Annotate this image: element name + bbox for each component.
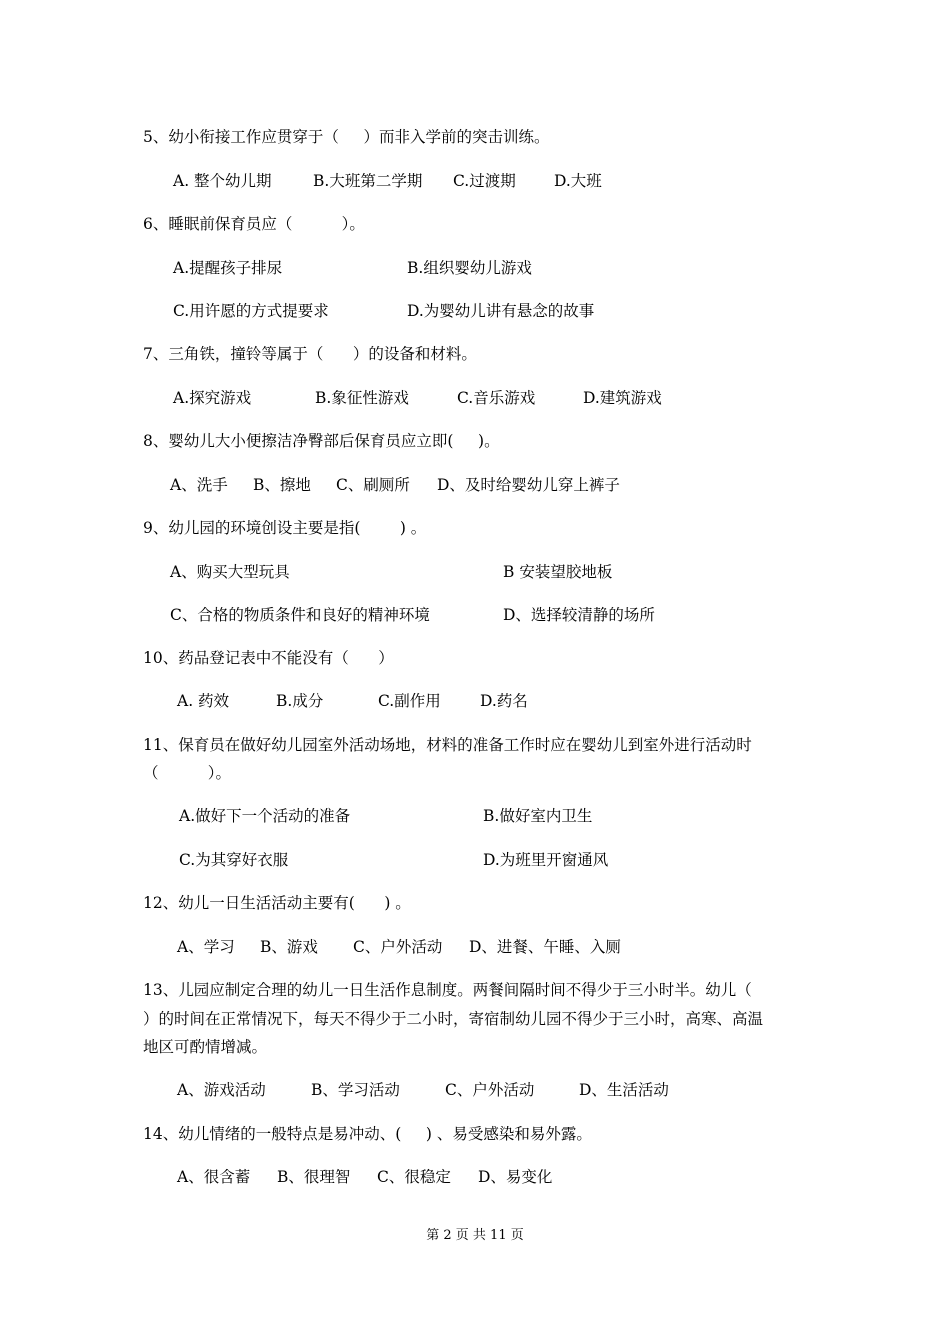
question-6-option-a: A.提醒孩子排尿 — [173, 259, 283, 277]
question-6-option-d: D.为婴幼儿讲有悬念的故事 — [407, 302, 595, 320]
question-5-stem: 5、幼小衔接工作应贯穿于（ ）而非入学前的突击训练。 — [143, 128, 550, 146]
question-11-option-b: B.做好室内卫生 — [483, 807, 593, 825]
question-10-option-b: B.成分 — [276, 692, 324, 710]
question-13-stem-continued-2: 地区可酌情增减。 — [143, 1038, 268, 1056]
page-number-footer: 第 2 页 共 11 页 — [426, 1228, 524, 1243]
question-13-option-d: D、生活活动 — [579, 1081, 669, 1099]
question-11-stem-continued: （ ）。 — [143, 764, 232, 782]
question-7-stem: 7、三角铁，撞铃等属于（ ）的设备和材料。 — [143, 345, 477, 363]
question-13-option-b: B、学习活动 — [311, 1081, 400, 1099]
question-5-option-b: B.大班第二学期 — [313, 172, 423, 190]
question-13-option-c: C、户外活动 — [445, 1081, 535, 1099]
question-8-stem: 8、婴幼儿大小便擦洁净臀部后保育员应立即( )。 — [143, 432, 500, 450]
question-6-option-c: C.用许愿的方式提要求 — [173, 302, 329, 320]
question-10-option-d: D.药名 — [480, 692, 528, 710]
question-11-option-d: D.为班里开窗通风 — [483, 851, 609, 869]
question-7-option-c: C.音乐游戏 — [457, 389, 536, 407]
question-7-option-b: B.象征性游戏 — [315, 389, 409, 407]
question-9-option-b: B 安装望胶地板 — [503, 563, 613, 581]
question-6-stem: 6、睡眠前保育员应（ ）。 — [143, 215, 365, 233]
question-9-option-d: D、选择较清静的场所 — [503, 606, 655, 624]
question-11-stem: 11、保育员在做好幼儿园室外活动场地，材料的准备工作时应在婴幼儿到室外进行活动时 — [143, 736, 752, 754]
question-14-option-c: C、很稳定 — [377, 1168, 451, 1186]
question-9-option-a: A、购买大型玩具 — [170, 563, 290, 581]
question-14-option-a: A、很含蓄 — [177, 1168, 251, 1186]
question-5-option-c: C.过渡期 — [453, 172, 516, 190]
question-12-option-d: D、进餐、午睡、入厕 — [469, 938, 621, 956]
question-9-stem: 9、幼儿园的环境创设主要是指( ) 。 — [143, 519, 427, 537]
question-12-stem: 12、幼儿一日生活活动主要有( ) 。 — [143, 894, 411, 912]
question-12-option-b: B、游戏 — [260, 938, 318, 956]
question-14-stem: 14、幼儿情绪的一般特点是易冲动、( ) 、易受感染和易外露。 — [143, 1125, 592, 1143]
question-5-option-a: A. 整个幼儿期 — [173, 172, 272, 190]
question-13-stem-continued: ）的时间在正常情况下，每天不得少于二小时，寄宿制幼儿园不得少于三小时，高寒、高温 — [143, 1010, 764, 1028]
question-8-option-b: B、擦地 — [253, 476, 311, 494]
question-9-option-c: C、合格的物质条件和良好的精神环境 — [170, 606, 430, 624]
question-8-option-c: C、刷厕所 — [336, 476, 410, 494]
question-11-option-a: A.做好下一个活动的准备 — [179, 807, 351, 825]
question-12-option-c: C、户外活动 — [353, 938, 443, 956]
question-13-stem: 13、儿园应制定合理的幼儿一日生活作息制度。两餐间隔时间不得少于三小时半。幼儿（ — [143, 981, 752, 999]
question-14-option-d: D、易变化 — [478, 1168, 553, 1186]
question-10-option-a: A. 药效 — [177, 692, 230, 710]
question-7-option-a: A.探究游戏 — [173, 389, 252, 407]
question-10-stem: 10、药品登记表中不能没有（ ） — [143, 649, 394, 667]
question-10-option-c: C.副作用 — [378, 692, 441, 710]
question-14-option-b: B、很理智 — [277, 1168, 351, 1186]
question-8-option-a: A、洗手 — [170, 476, 228, 494]
question-12-option-a: A、学习 — [177, 938, 235, 956]
question-8-option-d: D、及时给婴幼儿穿上裤子 — [437, 476, 620, 494]
question-5-option-d: D.大班 — [554, 172, 602, 190]
question-6-option-b: B.组织婴幼儿游戏 — [407, 259, 532, 277]
question-11-option-c: C.为其穿好衣服 — [179, 851, 289, 869]
question-7-option-d: D.建筑游戏 — [583, 389, 662, 407]
question-13-option-a: A、游戏活动 — [177, 1081, 266, 1099]
